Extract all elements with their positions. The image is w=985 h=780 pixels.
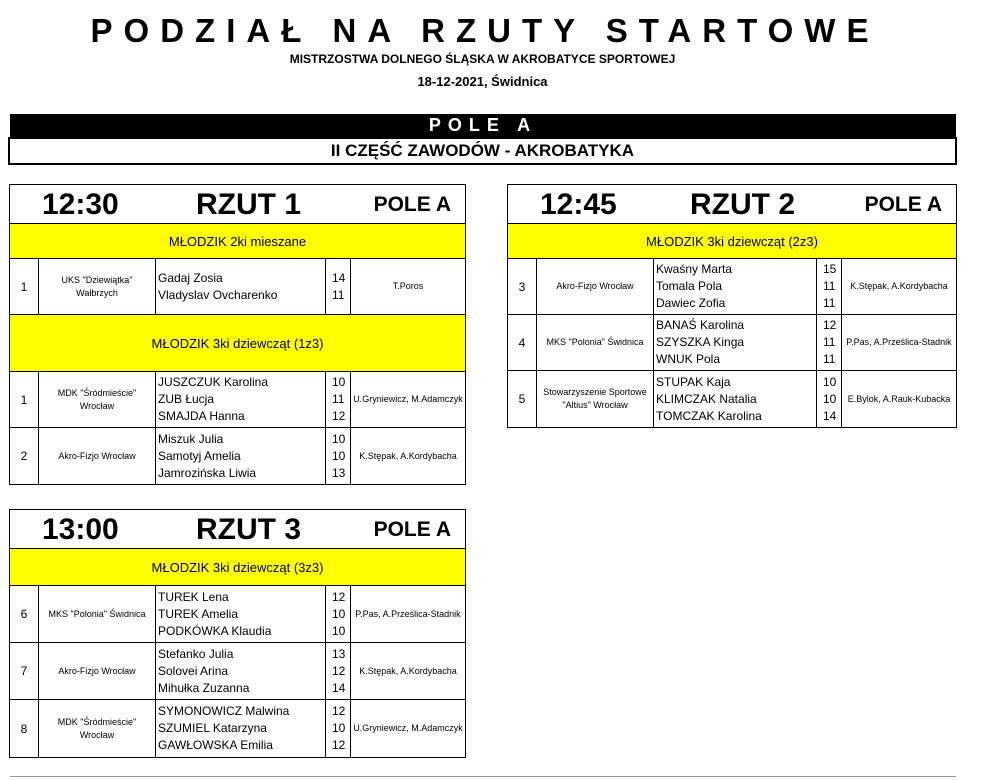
athlete-name: Dawiec Zofia <box>656 296 726 310</box>
athlete-age: 11 <box>823 335 836 349</box>
athlete-age: 14 <box>332 680 346 695</box>
rzut-name: RZUT 1 <box>196 188 301 221</box>
athlete-age: 12 <box>332 738 346 752</box>
athlete-age: 10 <box>332 721 346 735</box>
entry-club: MKS "Polonia" Świdnica <box>39 586 156 642</box>
entry-names <box>156 700 326 757</box>
entry-names <box>156 372 326 427</box>
athlete-age: 13 <box>332 646 346 661</box>
athlete-name: STUPAK Kaja <box>656 374 731 389</box>
entry-number: 1 <box>10 259 39 314</box>
rzut-time: 13:00 <box>42 513 119 546</box>
entry-number: 1 <box>10 372 39 427</box>
rzut-block-1 <box>9 184 466 485</box>
rzut-pole: POLE A <box>864 193 942 216</box>
athlete-age: 12 <box>332 704 346 718</box>
entry-names <box>156 428 326 484</box>
category-header: MŁODZIK 2ki mieszane <box>10 224 465 259</box>
athlete-name: SMAJDA Hanna <box>158 409 245 423</box>
entry-number: 3 <box>508 259 537 314</box>
athlete-name: Kwaśny Marta <box>656 262 733 276</box>
athlete-name: SZUMIEL Katarzyna <box>158 721 267 735</box>
entry-names <box>156 586 326 642</box>
entry-coach: T.Poros <box>392 281 424 291</box>
entry-coach: U.Gryniewicz, M.Adamczyk <box>353 723 463 733</box>
athlete-age: 11 <box>823 279 836 293</box>
athlete-age: 11 <box>823 352 836 366</box>
category-header: MŁODZIK 3ki dziewcząt (3z3) <box>10 549 465 586</box>
entry-number: 5 <box>508 371 537 427</box>
athlete-age: 11 <box>823 296 836 310</box>
athlete-name: ZUB Łucja <box>158 392 215 406</box>
entry-club: MDK "Śródmieście" Wrocław <box>39 700 156 757</box>
entry-names <box>654 315 817 370</box>
athlete-name: GAWŁOWSKA Emilia <box>158 738 273 752</box>
entry-ages <box>326 428 351 484</box>
table-row <box>508 315 956 371</box>
entry-club: Akro-Fizjo Wrocław <box>39 428 156 484</box>
table-row <box>508 371 956 427</box>
rzut-pole: POLE A <box>373 518 451 541</box>
entry-coach: K.Stępak, A.Kordybacha <box>359 665 457 676</box>
athlete-age: 10 <box>332 623 346 638</box>
event-date: 18-12-2021, Świdnica <box>417 74 548 89</box>
category-header: MŁODZIK 3ki dziewcząt (1z3) <box>10 315 465 372</box>
page-title: PODZIAŁ NA RZUTY STARTOWE <box>90 12 880 49</box>
table-row <box>10 259 465 315</box>
athlete-age: 10 <box>823 391 837 406</box>
athlete-age: 14 <box>823 408 837 423</box>
athlete-age: 14 <box>332 270 346 285</box>
entry-names <box>654 259 817 314</box>
athlete-name: PODKÓWKA Klaudia <box>158 623 272 638</box>
entry-number: 8 <box>10 700 39 757</box>
entry-coach: K.Stępak, A.Kordybacha <box>359 450 457 461</box>
athlete-name: Tomala Pola <box>656 279 723 293</box>
athlete-name: TUREK Amelia <box>158 606 239 621</box>
entry-club: Stowarzyszenie Sportowe "Altius" Wrocław <box>537 371 654 427</box>
entry-ages <box>817 315 842 370</box>
athlete-name: BANAŚ Karolina <box>656 318 745 332</box>
pole-banner: POLE A <box>10 114 956 137</box>
rzut-time: 12:30 <box>42 188 119 221</box>
table-row <box>10 586 465 643</box>
entry-names <box>156 259 326 314</box>
entry-coach: P.Pas, A.Prześlica-Stadnik <box>846 337 952 347</box>
rzut-pole: POLE A <box>373 193 451 216</box>
entry-ages <box>817 371 842 427</box>
athlete-name: TOMCZAK Karolina <box>656 408 762 423</box>
athlete-age: 12 <box>332 663 346 678</box>
part-banner: II CZĘŚĆ ZAWODÓW - AKROBATYKA <box>8 137 957 165</box>
athlete-age: 12 <box>332 589 346 604</box>
entry-ages <box>326 700 351 757</box>
athlete-name: Solovei Arina <box>158 663 229 678</box>
athlete-name: TUREK Lena <box>158 589 229 604</box>
rzut-name: RZUT 3 <box>196 513 301 546</box>
athlete-age: 10 <box>332 606 346 621</box>
athlete-name: Samotyj Amelia <box>158 448 241 463</box>
athlete-age: 10 <box>332 375 346 389</box>
athlete-name: Jamrozińska Liwia <box>158 465 257 480</box>
entry-ages <box>326 372 351 427</box>
entry-names <box>654 371 817 427</box>
athlete-name: WNUK Pola <box>656 352 721 366</box>
rzut-header <box>10 510 465 549</box>
entry-club: MDK "Śródmieście" Wrocław <box>39 372 156 427</box>
rzut-block-2 <box>507 184 957 428</box>
entry-club: Akro-Fizjo Wrocław <box>537 259 654 314</box>
entry-names <box>156 643 326 699</box>
entry-number: 4 <box>508 315 537 370</box>
athlete-age: 13 <box>332 465 346 480</box>
table-row <box>10 643 465 700</box>
page-bottom-divider <box>10 776 956 777</box>
entry-coach: P.Pas, A.Prześlica-Stadnik <box>355 608 461 619</box>
athlete-name: Miszuk Julia <box>158 431 224 446</box>
entry-coach: K.Stępak, A.Kordybacha <box>850 281 948 291</box>
rzut-header <box>10 185 465 224</box>
entry-club: Akro-Fizjo Wrocław <box>39 643 156 699</box>
athlete-name: KLIMCZAK Natalia <box>656 391 757 406</box>
table-row <box>10 700 465 757</box>
rzut-header <box>508 185 956 224</box>
event-subtitle: MISTRZOSTWA DOLNEGO ŚLĄSKA W AKROBATYCE SPORTOWEJ <box>289 52 676 66</box>
entry-club: UKS "Dziewiątka" Wałbrzych <box>39 259 156 314</box>
athlete-age: 12 <box>332 409 346 423</box>
entry-ages <box>326 259 351 314</box>
entry-number: 2 <box>10 428 39 484</box>
athlete-age: 10 <box>823 374 837 389</box>
athlete-name: SYMONOWICZ Malwina <box>158 704 290 718</box>
athlete-name: Stefanko Julia <box>158 646 234 661</box>
athlete-name: Gadaj Zosia <box>158 270 223 285</box>
entry-coach: E.Bylok, A.Rauk-Kubacka <box>847 393 951 404</box>
table-row <box>508 259 956 315</box>
entry-ages <box>326 643 351 699</box>
athlete-name: Mihułka Zuzanna <box>158 680 250 695</box>
athlete-name: Vladyslav Ovcharenko <box>158 287 278 302</box>
athlete-age: 10 <box>332 431 346 446</box>
athlete-age: 15 <box>823 262 837 276</box>
entry-number: 7 <box>10 643 39 699</box>
rzut-time: 12:45 <box>540 188 617 221</box>
athlete-age: 10 <box>332 448 346 463</box>
table-row <box>10 428 465 484</box>
table-row <box>10 372 465 428</box>
entry-club: MKS "Polonia" Świdnica <box>537 315 654 370</box>
athlete-name: JUSZCZUK Karolina <box>158 375 269 389</box>
category-header: MŁODZIK 3ki dziewcząt (2z3) <box>508 224 956 259</box>
rzut-block-3 <box>9 509 466 758</box>
athlete-age: 12 <box>823 318 837 332</box>
entry-ages <box>326 586 351 642</box>
athlete-age: 11 <box>332 392 345 406</box>
entry-ages <box>817 259 842 314</box>
entry-coach: U.Gryniewicz, M.Adamczyk <box>353 394 463 404</box>
rzut-name: RZUT 2 <box>690 188 795 221</box>
athlete-age: 11 <box>332 287 345 302</box>
entry-number: 6 <box>10 586 39 642</box>
athlete-name: SZYSZKA Kinga <box>656 335 745 349</box>
